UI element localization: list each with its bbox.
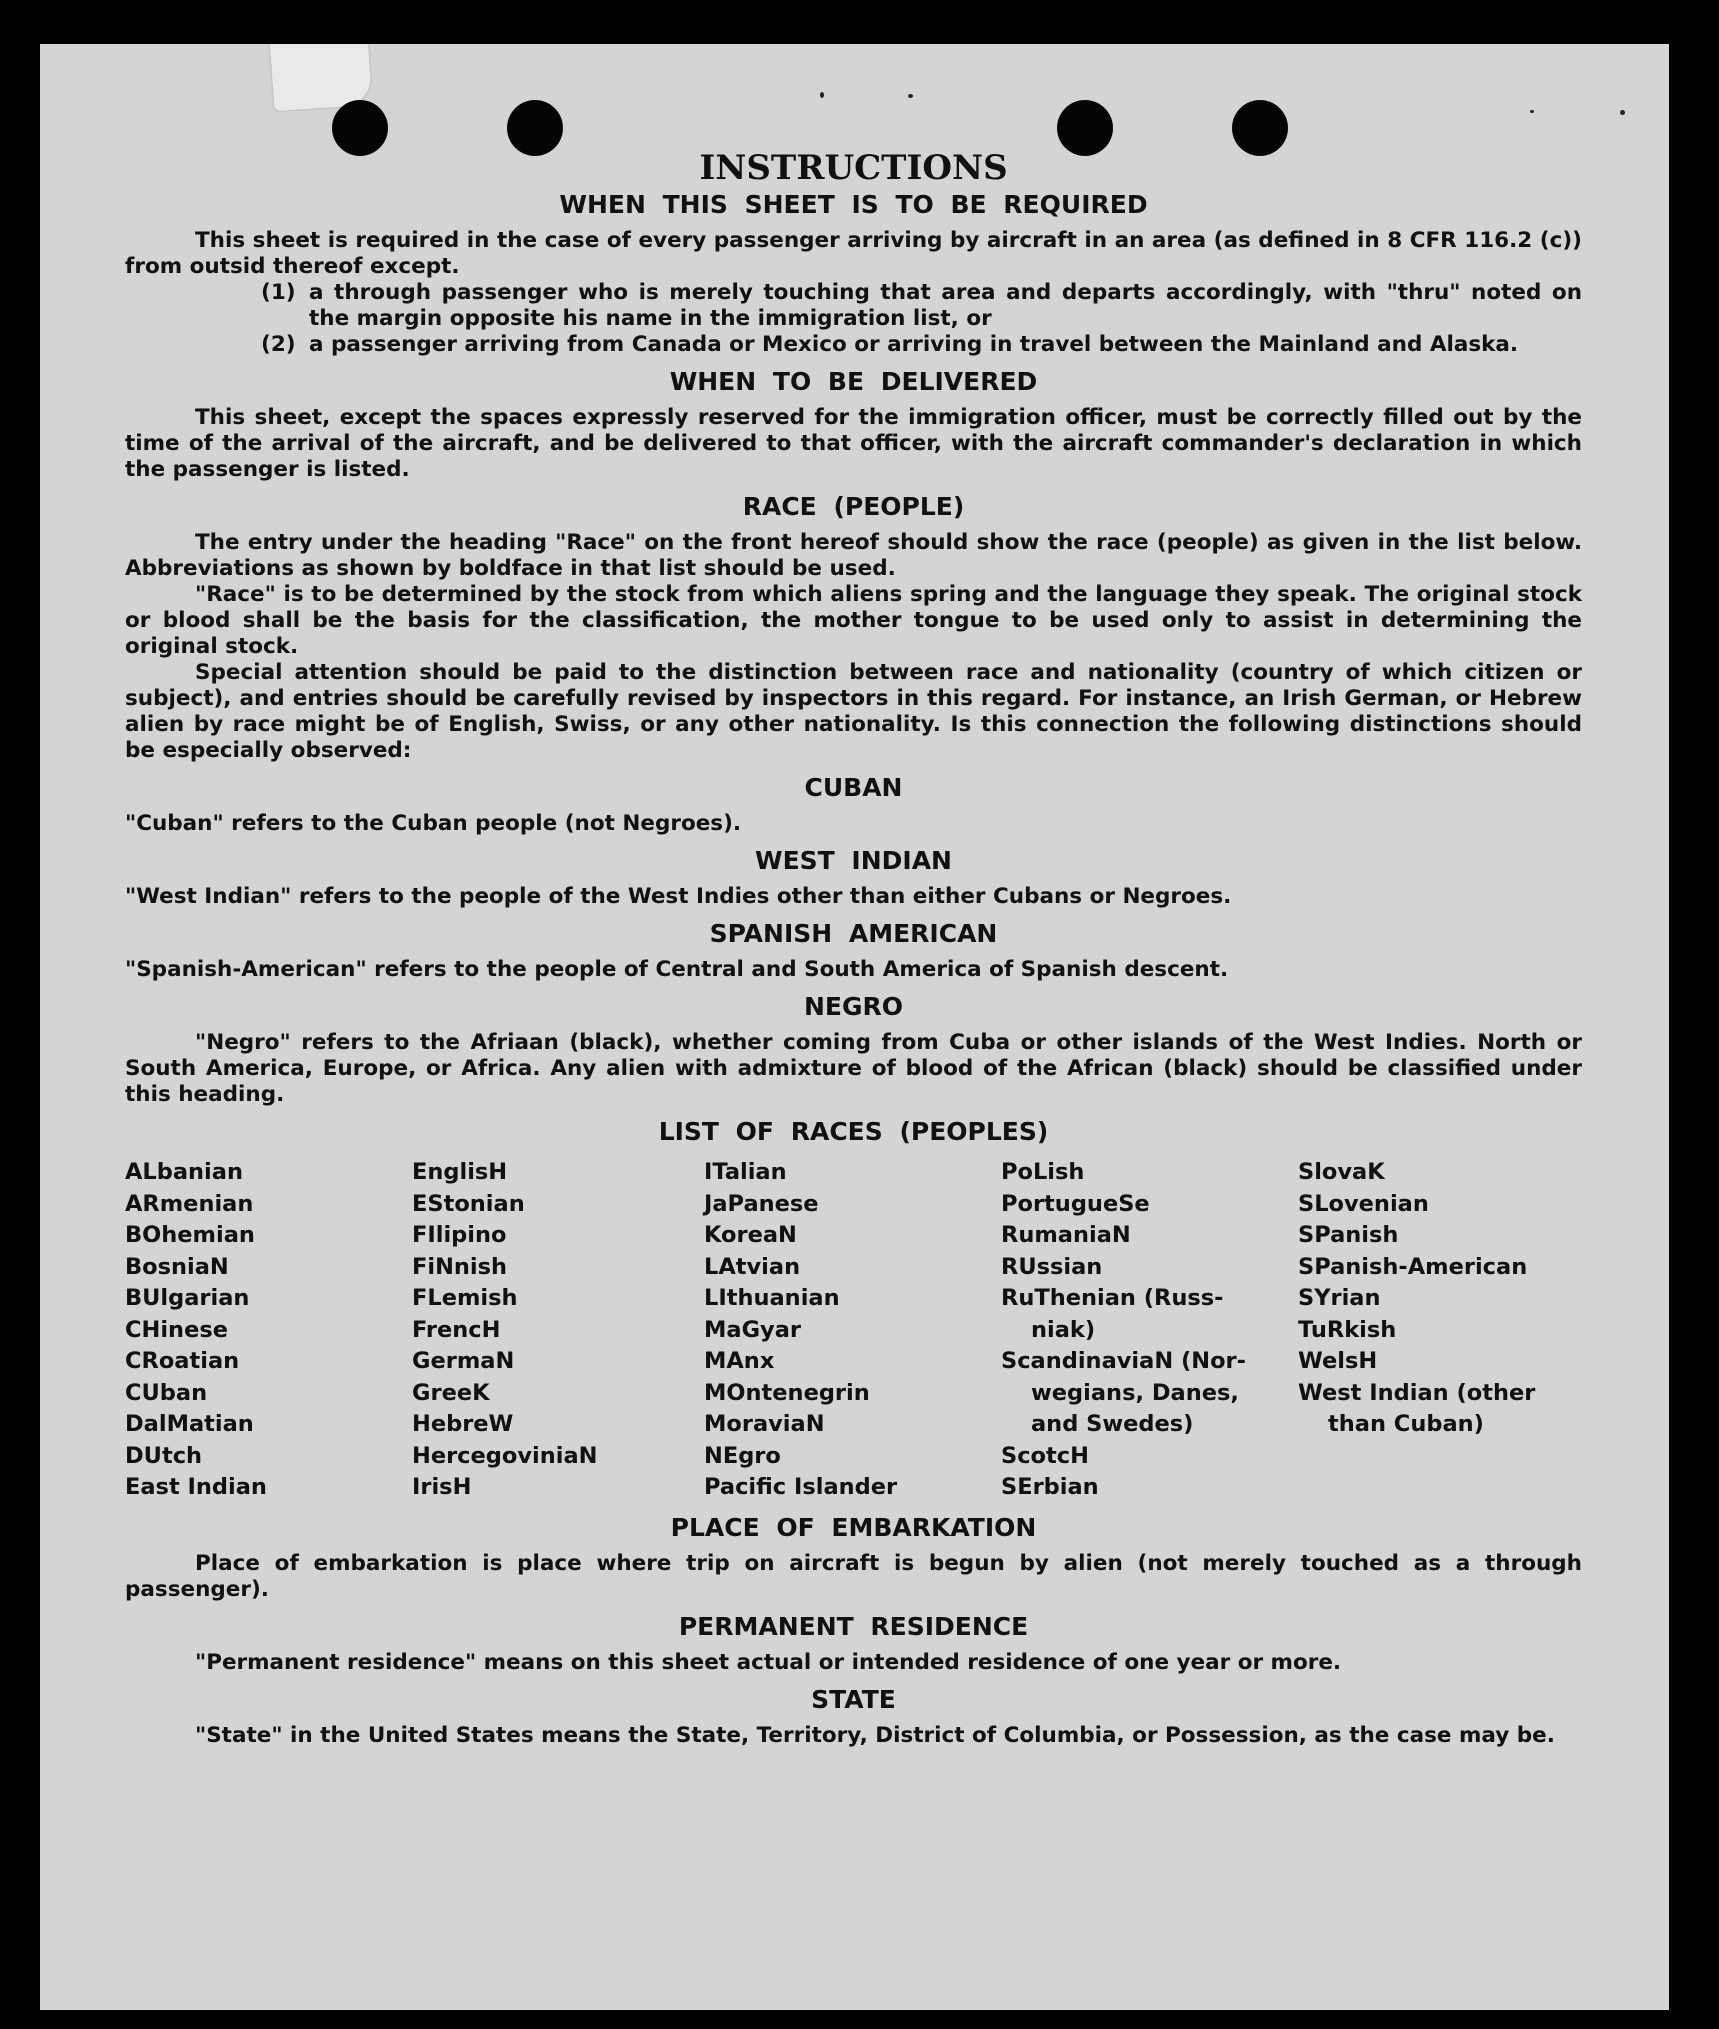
heading-west-indian: WEST INDIAN — [755, 846, 952, 875]
list-item: LIthuanian — [704, 1285, 840, 1311]
list-item: CUban — [125, 1379, 208, 1406]
race-list — [125, 1157, 1582, 1504]
list-item: DalMatian — [125, 1411, 254, 1437]
list-item: SlovaK — [1298, 1159, 1385, 1185]
list-item: MAnx — [704, 1348, 775, 1374]
list-item: JaPanese — [704, 1190, 819, 1217]
list-item: EStonian — [412, 1190, 525, 1217]
list-item: BosniaN — [125, 1253, 229, 1280]
list-item-continued: niak) — [1031, 1316, 1096, 1343]
list-item: MOntenegrin — [704, 1379, 870, 1406]
west-indian-text: "West Indian" refers to the people of the West Indies other than either Cubans or Negroes. — [125, 884, 1232, 909]
list-item: BUlgarian — [125, 1285, 250, 1311]
exception-item-1 — [125, 280, 1582, 332]
list-item: NEgro — [704, 1442, 781, 1469]
list-item: CHinese — [125, 1316, 228, 1343]
residence-text: "Permanent residence" means on this sheet actual or intended residence of one year or more. — [195, 1649, 1342, 1675]
list-item: SPanish-American — [1298, 1253, 1528, 1280]
list-item: GermaN — [412, 1348, 515, 1374]
speck — [1620, 110, 1625, 115]
list-item-continued: wegians, Danes, — [1031, 1379, 1239, 1406]
negro-text: "Negro" refers to the Afriaan (black), whether coming from Cuba or other islands of the West Indies. North or South America, Europe, or Africa. Any alien with admixture of blood of the African (black) should be classified under this heading. — [125, 1030, 1582, 1107]
list-item: KoreaN — [704, 1222, 797, 1248]
required-intro: This sheet is required in the case of every passenger arriving by aircraft in an area (as defined in 8 CFR 116.2 (c)) from outsid thereof except. — [125, 228, 1582, 279]
heading-when-required: WHEN THIS SHEET IS TO BE REQUIRED — [559, 190, 1148, 219]
list-item: SLovenian — [1298, 1190, 1429, 1217]
list-item: East Indian — [125, 1474, 267, 1500]
list-item: BOhemian — [125, 1222, 255, 1248]
speck — [908, 94, 913, 98]
race-column-4 — [1001, 1157, 1298, 1504]
list-item: LAtvian — [704, 1253, 801, 1280]
list-item: RUssian — [1001, 1253, 1103, 1280]
heading-negro: NEGRO — [803, 992, 904, 1021]
list-item: ARmenian — [125, 1190, 254, 1217]
race-paragraph-3: Special attention should be paid to the distinction between race and nationality (country of which citizen or subject), and entries should be carefully revised by inspectors in this regard. For instance, an Irish German, or Hebrew alien by race might be of English, Swiss, or any other nationality. Is this connection the following distinctions should be especially observed: — [125, 660, 1582, 763]
heading-when-delivered: WHEN TO BE DELIVERED — [669, 367, 1038, 396]
list-item: SYrian — [1298, 1285, 1381, 1311]
list-item: ITalian — [704, 1159, 787, 1185]
list-item: DUtch — [125, 1442, 203, 1469]
speck — [820, 92, 824, 98]
list-item: CRoatian — [125, 1348, 240, 1374]
list-item: FLemish — [412, 1285, 518, 1311]
item-text: a through passenger who is merely touching that area and departs accordingly, with "thru" noted on the margin opposite his name in the immigration list, or — [309, 280, 1582, 331]
list-item: FrencH — [412, 1316, 501, 1343]
list-item: RumaniaN — [1001, 1222, 1131, 1248]
heading-spanish-american: SPANISH AMERICAN — [709, 919, 998, 948]
list-item: ScotcH — [1001, 1442, 1089, 1469]
heading-permanent-residence: PERMANENT RESIDENCE — [678, 1611, 1029, 1641]
race-column-1 — [125, 1157, 412, 1504]
list-item-continued: than Cuban) — [1328, 1411, 1484, 1437]
list-item: WelsH — [1298, 1348, 1378, 1374]
state-text: "State" in the United States means the State, Territory, District of Columbia, or Possession, as the case may be. — [195, 1722, 1555, 1748]
list-item: TuRkish — [1298, 1316, 1397, 1343]
list-item: IrisH — [412, 1474, 472, 1500]
list-item: MaGyar — [704, 1316, 801, 1343]
document-sheet — [40, 44, 1669, 2010]
list-item: PortugueSe — [1001, 1190, 1150, 1217]
heading-race: RACE (PEOPLE) — [742, 492, 965, 521]
page-title: INSTRUCTIONS — [699, 148, 1008, 188]
race-column-5 — [1298, 1157, 1582, 1504]
list-item: MoraviaN — [704, 1411, 825, 1437]
list-item: RuThenian (Russ- — [1001, 1285, 1224, 1311]
list-item: HercegoviniaN — [412, 1442, 598, 1469]
item-text: a passenger arriving from Canada or Mexico or arriving in travel between the Mainland and Alaska. — [309, 332, 1519, 357]
heading-cuban: CUBAN — [804, 773, 903, 802]
list-item: West Indian (other — [1298, 1379, 1536, 1406]
item-number: (2) — [261, 332, 296, 357]
list-item: Pacific Islander — [704, 1474, 898, 1500]
delivered-text: This sheet, except the spaces expressly reserved for the immigration officer, must be correctly filled out by the time of the arrival of the aircraft, and be delivered to that officer, with the aircraft commander's declaration in which the passenger is listed. — [125, 405, 1582, 482]
heading-embarkation: PLACE OF EMBARKATION — [670, 1512, 1037, 1542]
list-item: GreeK — [412, 1379, 490, 1406]
race-paragraph-2: "Race" is to be determined by the stock from which aliens spring and the language they speak. The original stock or blood shall be the basis for the classification, the mother tongue to be used only to assist in determining the original stock. — [125, 582, 1582, 659]
item-number: (1) — [261, 280, 296, 305]
list-item: FIlipino — [412, 1222, 507, 1248]
document-content — [125, 148, 1582, 1749]
spanish-american-text: "Spanish-American" refers to the people of Central and South America of Spanish descent. — [125, 957, 1229, 982]
race-column-2 — [412, 1157, 704, 1504]
list-item: FiNnish — [412, 1253, 508, 1280]
list-item: SErbian — [1001, 1474, 1099, 1500]
list-item: PoLish — [1001, 1159, 1085, 1185]
list-item: HebreW — [412, 1411, 514, 1437]
cuban-text: "Cuban" refers to the Cuban people (not Negroes). — [125, 811, 742, 836]
speck — [1530, 110, 1534, 113]
race-paragraph-1: The entry under the heading "Race" on the front hereof should show the race (people) as given in the list below. Abbreviations as shown by boldface in that list should be used. — [125, 530, 1582, 581]
list-item-continued: and Swedes) — [1031, 1411, 1194, 1437]
race-column-3 — [704, 1157, 1001, 1504]
exception-item-2 — [125, 332, 1582, 358]
list-item: SPanish — [1298, 1222, 1399, 1248]
heading-list-of-races: LIST OF RACES (PEOPLES) — [658, 1117, 1049, 1146]
list-item: ALbanian — [125, 1159, 243, 1185]
embarkation-text: Place of embarkation is place where trip on aircraft is begun by alien (not merely touched as a through passenger). — [125, 1550, 1582, 1602]
list-item: ScandinaviaN (Nor- — [1001, 1348, 1246, 1374]
list-item: EnglisH — [412, 1159, 508, 1185]
heading-state: STATE — [811, 1684, 896, 1714]
